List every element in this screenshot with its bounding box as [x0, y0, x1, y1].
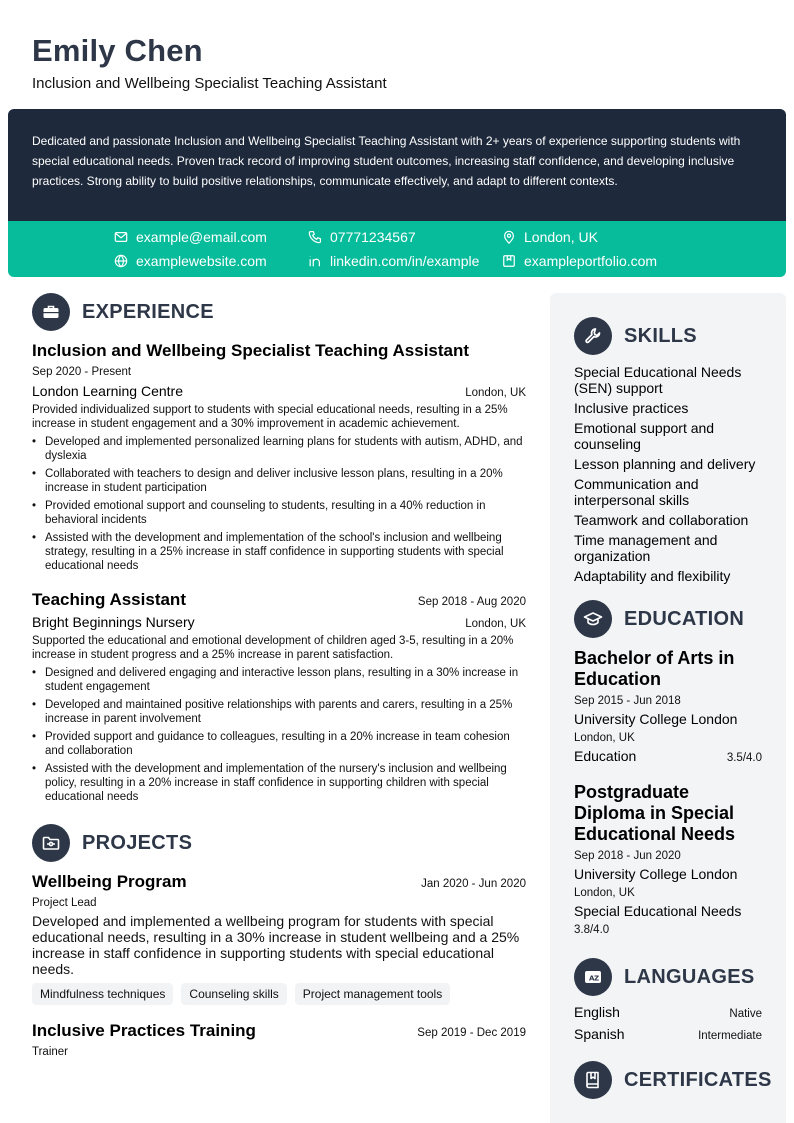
- list-item: • Assisted with the development and implementation of the nursery's inclusion and wellbeing policy, resulting in a 20% increase in staff confidence in supporting children with special educational needs: [32, 762, 526, 804]
- candidate-title: Inclusion and Wellbeing Specialist Teaching Assistant: [32, 75, 387, 92]
- list-item: • Collaborated with teachers to design and deliver inclusive lesson plans, resulting in a 20% increase in student participation: [32, 467, 526, 495]
- experience-title: EXPERIENCE: [82, 300, 214, 323]
- education-school: University College London: [574, 866, 738, 882]
- project-description: Developed and implemented a wellbeing program for students with special educational needs, resulting in a 30% increase in student wellbeing and a 25% increase in staff confidence in supporting students with special educational needs.: [32, 913, 520, 977]
- globe-icon: [114, 254, 128, 268]
- list-item: • Provided emotional support and counseling to students, resulting in a 40% reduction in behavioral incidents: [32, 499, 526, 527]
- languages-heading: [574, 958, 754, 996]
- skill-item: Teamwork and collaboration: [574, 512, 749, 528]
- linkedin-icon: [308, 254, 322, 268]
- list-item: • Designed and delivered engaging and interactive lesson plans, resulting in a 30% increase in student engagement: [32, 666, 526, 694]
- language-row: [574, 1026, 762, 1044]
- project-2: [32, 1020, 526, 1060]
- education-grade: 3.5/4.0: [726, 752, 762, 764]
- skill-tag: Mindfulness techniques: [32, 983, 173, 1005]
- certificates-title: CERTIFICATES: [624, 1068, 772, 1091]
- project-tags: [32, 983, 526, 1005]
- skill-tag: Project management tools: [295, 983, 450, 1005]
- job-dates: Sep 2020 - Present: [32, 366, 132, 378]
- skills-list: [574, 364, 762, 588]
- skill-item: Adaptability and flexibility: [574, 568, 731, 584]
- skills-title: SKILLS: [624, 324, 697, 347]
- mail-icon: [114, 230, 128, 244]
- education-title: EDUCATION: [624, 607, 745, 630]
- projects-title: PROJECTS: [82, 831, 193, 854]
- contact-email[interactable]: [114, 227, 267, 247]
- contact-linkedin[interactable]: [308, 251, 479, 271]
- phone-text: 07771234567: [330, 229, 416, 245]
- job-location: London, UK: [465, 618, 526, 630]
- job-company: London Learning Centre: [32, 383, 184, 399]
- education-2: [574, 782, 762, 939]
- skill-tag: Counseling skills: [181, 983, 286, 1005]
- contact-website[interactable]: [114, 251, 267, 271]
- education-field: Education: [574, 748, 637, 764]
- summary-text: Dedicated and passionate Inclusion and Wellbeing Specialist Teaching Assistant with 2+ years of experience supporting students with special educational needs. Proven track record of improving student outcomes, increasing staff confidence, and developing inclusive practices. Strong ability to build positive relationships, communicate effectively, and adapt to different contexts.: [32, 134, 741, 188]
- experience-job-2: [32, 589, 526, 808]
- skill-item: Inclusive practices: [574, 400, 689, 416]
- job-location: London, UK: [465, 387, 526, 399]
- job-title: Inclusion and Wellbeing Specialist Teaching Assistant: [32, 341, 470, 360]
- language-name: Spanish: [574, 1026, 625, 1042]
- contact-location: [502, 227, 598, 247]
- skill-item: Special Educational Needs (SEN) support: [574, 364, 742, 396]
- book-icon: [583, 1070, 603, 1090]
- education-location: London, UK: [574, 887, 635, 899]
- contact-phone[interactable]: [308, 227, 416, 247]
- education-degree: Bachelor of Arts in Education: [574, 648, 735, 689]
- projects-heading: [32, 824, 192, 862]
- languages-list: [574, 1004, 762, 1044]
- candidate-name: Emily Chen: [32, 33, 203, 68]
- portfolio-text: exampleportfolio.com: [524, 253, 658, 269]
- list-item: • Developed and maintained positive relationships with parents and carers, resulting in a 25% increase in parent involvement: [32, 698, 526, 726]
- location-pin-icon: [502, 230, 516, 244]
- job-description: Supported the educational and emotional development of children aged 3-5, resulting in a 20% increase in student progress and a 25% increase in parent satisfaction.: [32, 635, 514, 661]
- skill-item: Time management and organization: [574, 532, 718, 564]
- skill-item: Communication and interpersonal skills: [574, 476, 699, 508]
- education-dates: Sep 2018 - Jun 2020: [574, 850, 681, 862]
- project-role: Project Lead: [32, 897, 97, 909]
- wrench-icon: [583, 326, 603, 346]
- project-title: Wellbeing Program: [32, 872, 187, 891]
- contact-bar: [8, 221, 786, 277]
- website-text: examplewebsite.com: [136, 253, 267, 269]
- summary-section: [8, 109, 786, 221]
- job-dates: Sep 2018 - Aug 2020: [417, 596, 526, 608]
- project-title: Inclusive Practices Training: [32, 1021, 256, 1040]
- experience-job-1: [32, 340, 526, 577]
- education-school: University College London: [574, 711, 738, 727]
- education-1: [574, 648, 762, 767]
- location-text: London, UK: [524, 229, 598, 245]
- skills-heading: [574, 317, 697, 355]
- job-bullets: [32, 666, 526, 804]
- job-title: Teaching Assistant: [32, 590, 186, 609]
- folder-icon: [41, 833, 61, 853]
- language-level: Intermediate: [698, 1030, 762, 1042]
- language-name: English: [574, 1004, 620, 1020]
- education-heading: [574, 600, 744, 638]
- project-dates: Sep 2019 - Dec 2019: [417, 1027, 526, 1039]
- phone-icon: [308, 230, 322, 244]
- graduation-cap-icon: [583, 609, 603, 629]
- experience-heading: [32, 293, 214, 331]
- education-field: Special Educational Needs: [574, 903, 742, 919]
- job-bullets: [32, 435, 526, 573]
- language-row: [574, 1004, 762, 1022]
- resume-header: [32, 32, 387, 93]
- job-description: Provided individualized support to students with special educational needs, resulting in a 25% increase in student engagement and a 30% improvement in academic achievement.: [32, 404, 508, 430]
- contact-portfolio[interactable]: [502, 251, 657, 271]
- linkedin-text: linkedin.com/in/example: [330, 253, 480, 269]
- project-role: Trainer: [32, 1046, 68, 1058]
- education-degree: Postgraduate Diploma in Special Educational Needs: [574, 782, 736, 844]
- project-dates: Jan 2020 - Jun 2020: [421, 878, 526, 890]
- project-1: [32, 871, 526, 1005]
- education-dates: Sep 2015 - Jun 2018: [574, 695, 681, 707]
- sidebar: [550, 293, 786, 1123]
- education-location: London, UK: [574, 732, 635, 744]
- svg-text:A: A: [589, 974, 595, 983]
- list-item: • Assisted with the development and implementation of the school's inclusion and wellbeing strategy, resulting in a 25% increase in staff confidence in supporting students with special educational needs: [32, 531, 526, 573]
- briefcase-icon: [41, 302, 61, 322]
- email-text: example@email.com: [136, 229, 267, 245]
- certificates-heading: [574, 1061, 772, 1099]
- list-item: • Developed and implemented personalized learning plans for students with autism, ADHD, and dyslexia: [32, 435, 526, 463]
- svg-text:Z: Z: [594, 974, 600, 983]
- translate-icon: [583, 967, 603, 987]
- languages-title: LANGUAGES: [624, 965, 755, 988]
- skill-item: Lesson planning and delivery: [574, 456, 756, 472]
- job-company: Bright Beginnings Nursery: [32, 614, 195, 630]
- list-item: • Provided support and guidance to colleagues, resulting in a 20% increase in team cohesion and collaboration: [32, 730, 526, 758]
- language-level: Native: [729, 1008, 762, 1020]
- portfolio-icon: [502, 254, 516, 268]
- skill-item: Emotional support and counseling: [574, 420, 715, 452]
- education-grade: 3.8/4.0: [574, 924, 610, 936]
